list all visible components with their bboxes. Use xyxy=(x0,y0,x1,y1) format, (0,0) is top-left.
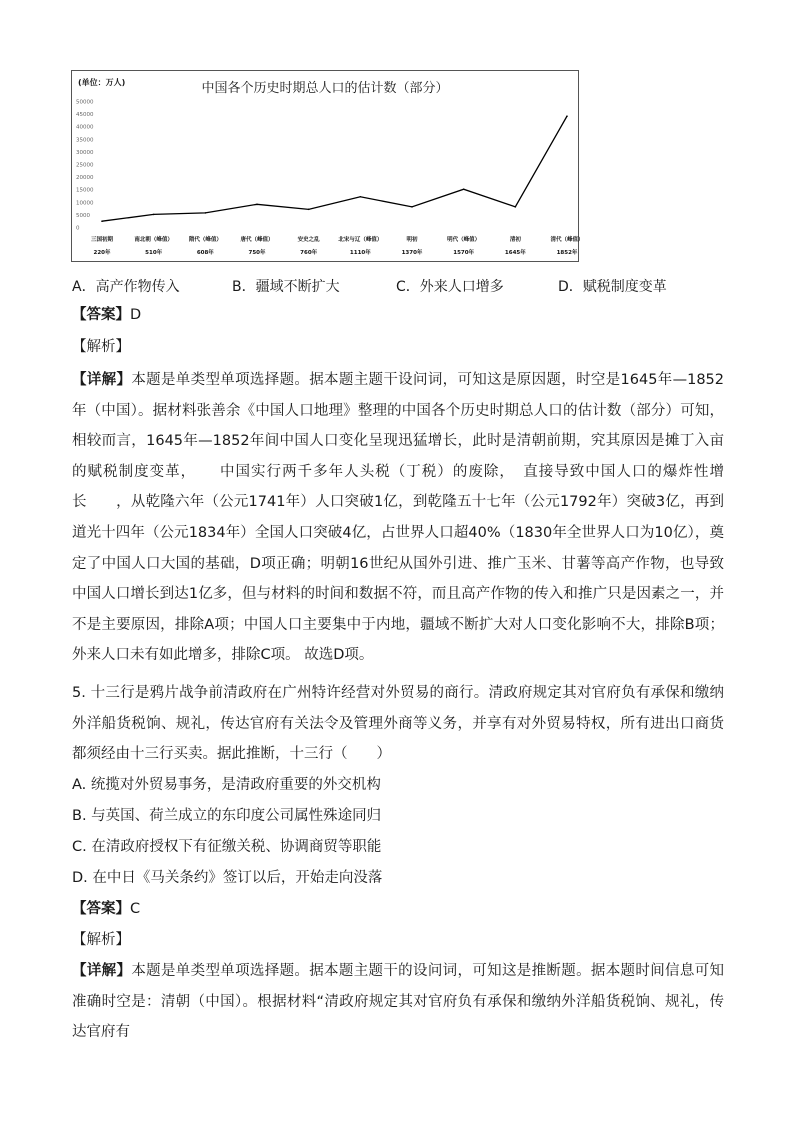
q5-option-b: B. 与英国、荷兰成立的东印度公司属性殊途同归 xyxy=(72,808,382,824)
q4-analysis-tag: 【解析】 xyxy=(72,339,130,355)
q4-answer xyxy=(72,304,141,326)
answer-value: D xyxy=(130,307,142,323)
data-point xyxy=(411,206,413,208)
q5-option-c: C. 在清政府授权下有征缴关税、协调商贸等职能 xyxy=(72,839,382,855)
x-tick-year: 510年 xyxy=(145,250,163,256)
x-tick-label: 南北朝（峰值） xyxy=(134,237,173,243)
x-tick-label: 北宋与辽（峰值） xyxy=(338,237,383,243)
chart-title: 中国各个历史时期总人口的估计数（部分） xyxy=(201,81,449,96)
data-point xyxy=(205,212,207,214)
chart-unit-label: (单位：万人) xyxy=(78,78,126,87)
detail-text: 本题是单类型单项选择题。据本题主题干设问词，可知这是原因题，时空是1645年—1852年（中国）。据材料张善余《中国人口地理》整理的中国各个历史时期总人口的估计数（部分）可知，相较而言，1645年—1852年间中国人口变化呈现迅猛增长，此时是清朝前期，究其原因是摊丁入亩的赋税制度变革， 中国实行两千多年人头税（丁税）的废除， 直接导致中国人口的爆炸性增长 ，从乾隆六年（公元1741年）人口突破1亿，到乾隆五十七年（公元1792年）突破3亿，再到道光十四年（公元1834年）全国人口突破4亿，占世界人口超40%（1830年全世界人口为10亿），奠定了中国人口大国的基础，D项正确；明朝16世纪从国外引进、推广玉米、甘薯等高产作物，也导致中国人口增长到达1亿多，但与材料的时间和数据不符，而且高产作物的传入和推广只是因素之一，并不是主要原因，排除A项；中国人口主要集中于内地，疆域不断扩大对人口变化影响不大，排除B项；外来人口未有如此增多，排除C项。 故选D项。 xyxy=(72,372,724,664)
data-point xyxy=(566,115,568,117)
answer-tag: 【答案】 xyxy=(72,901,130,917)
q4-option-a: A．高产作物传入 xyxy=(72,279,180,295)
q4-detail xyxy=(72,365,724,671)
q5-option-a: A. 统揽对外贸易事务，是清政府重要的外交机构 xyxy=(72,777,381,793)
answer-tag: 【答案】 xyxy=(72,307,130,323)
x-tick-year: 1110年 xyxy=(349,250,371,256)
q4-option-b: B．疆域不断扩大 xyxy=(232,279,340,295)
q5-detail xyxy=(72,956,724,1048)
x-tick-label: 安史之乱 xyxy=(297,237,320,243)
x-tick-label: 清代（峰值） xyxy=(550,237,584,243)
data-point xyxy=(153,214,155,216)
data-point xyxy=(101,220,103,222)
series-line xyxy=(102,116,567,221)
y-tick-label: 35000 xyxy=(76,137,94,144)
detail-tag: 【详解】 xyxy=(72,372,132,388)
y-tick-label: 45000 xyxy=(76,112,94,119)
x-tick-year: 1570年 xyxy=(453,250,475,256)
x-tick-year: 1852年 xyxy=(556,250,578,256)
q4-option-d: D．赋税制度变革 xyxy=(558,279,667,295)
q5-answer xyxy=(72,898,140,920)
q5-option-d: D. 在中日《马关条约》签订以后，开始走向没落 xyxy=(72,870,383,886)
x-tick-year: 220年 xyxy=(93,250,111,256)
data-point xyxy=(308,209,310,211)
x-tick-year: 750年 xyxy=(248,250,266,256)
x-tick-year: 1645年 xyxy=(504,250,526,256)
x-tick-label: 隋代（峰值） xyxy=(188,237,222,243)
y-tick-label: 10000 xyxy=(76,200,94,207)
y-tick-label: 40000 xyxy=(76,124,94,131)
y-tick-label: 5000 xyxy=(76,212,90,219)
y-tick-label: 20000 xyxy=(76,175,94,182)
x-tick-year: 608年 xyxy=(196,250,214,256)
y-tick-label: 25000 xyxy=(76,162,94,169)
data-point xyxy=(256,204,258,206)
data-point xyxy=(360,196,362,198)
q5-analysis-tag: 【解析】 xyxy=(72,932,130,948)
detail-text: 本题是单类型单项选择题。据本题主题干的设问词，可知这是推断题。据本题时间信息可知准确时空是：清朝（中国）。根据材料“清政府规定其对官府负有承保和缴纳外洋船货税饷、规礼，传达官府有 xyxy=(72,963,725,1041)
data-point xyxy=(515,206,517,208)
answer-value: C xyxy=(130,901,141,917)
x-tick-year: 760年 xyxy=(300,250,318,256)
y-tick-label: 50000 xyxy=(76,99,94,106)
x-tick-label: 唐代（峰值） xyxy=(240,237,274,243)
chart-canvas xyxy=(72,71,584,261)
population-chart xyxy=(71,70,584,262)
q4-option-c: C．外来人口增多 xyxy=(396,279,504,295)
x-tick-label: 明代（峰值） xyxy=(447,237,481,243)
x-tick-year: 1370年 xyxy=(401,250,423,256)
q4-options xyxy=(72,276,752,298)
x-tick-label: 清初 xyxy=(509,237,521,243)
y-tick-label: 15000 xyxy=(76,187,94,194)
q5-stem: 5. 十三行是鸦片战争前清政府在广州特许经营对外贸易的商行。清政府规定其对官府负有承保和缴纳外洋船货税饷、规礼，传达官府有关法令及管理外商等义务，并享有对外贸易特权，所有进出口商货都须经由十三行买卖。据此推断，十三行（ ） xyxy=(72,685,724,763)
data-point xyxy=(463,188,465,190)
y-tick-label: 0 xyxy=(76,225,80,232)
x-tick-label: 三国初期 xyxy=(90,237,114,243)
detail-tag: 【详解】 xyxy=(72,963,132,979)
x-tick-label: 明初 xyxy=(406,237,418,243)
y-tick-label: 30000 xyxy=(76,149,94,156)
